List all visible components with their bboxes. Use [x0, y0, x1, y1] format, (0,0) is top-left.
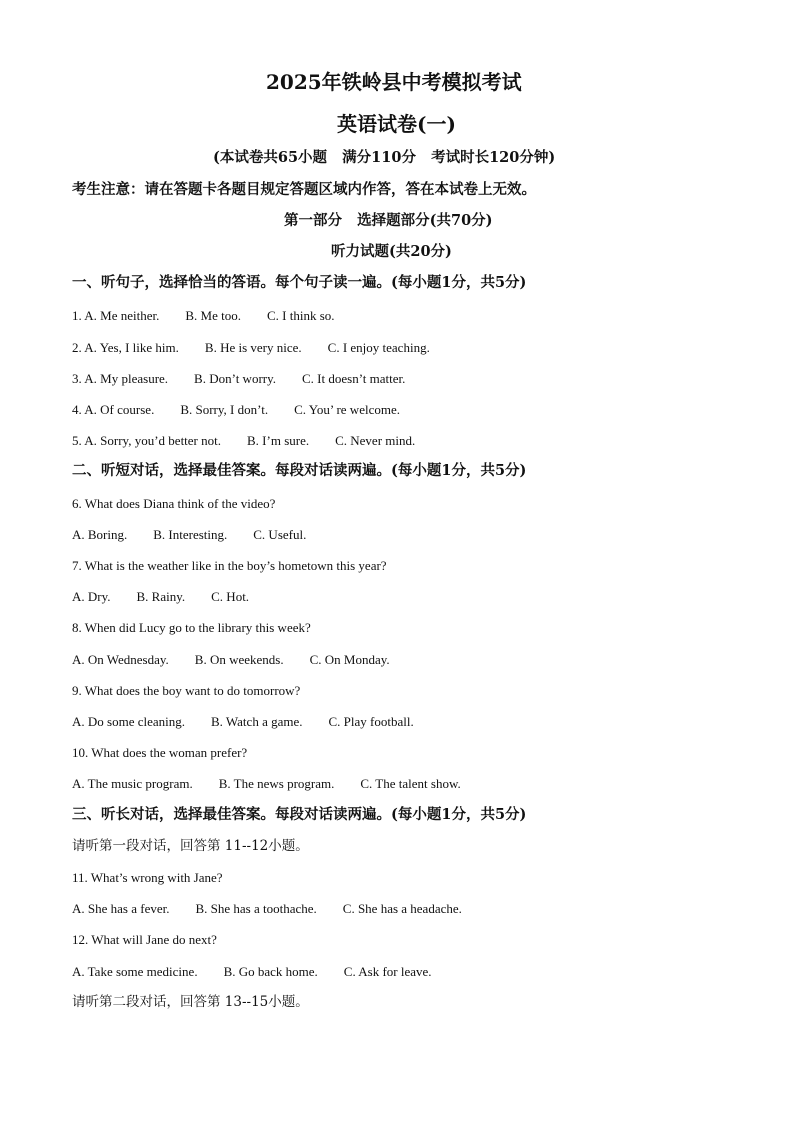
- exam-notice: 考生注意：请在答题卡各题目规定答题区域内作答，答在本试卷上无效。: [72, 181, 536, 198]
- question-1: 1. A. Me neither. B. Me too. C. I think so.: [72, 308, 335, 323]
- exam-title: 2025年铁岭县中考模拟考试: [266, 70, 522, 94]
- listening-heading: 听力试题(共20分): [331, 243, 452, 260]
- question-8: 8. When did Lucy go to the library this week?: [72, 620, 311, 635]
- section-3-heading: 三、听长对话，选择最佳答案。每段对话读两遍。(每小题1分，共5分): [72, 806, 527, 823]
- dialogue-1-instruction: 请听第一段对话，回答第 11--12小题。: [72, 838, 309, 854]
- question-8-options: A. On Wednesday. B. On weekends. C. On Monday.: [72, 652, 390, 667]
- question-4: 4. A. Of course. B. Sorry, I don’t. C. You’ re welcome.: [72, 402, 400, 417]
- question-6-options: A. Boring. B. Interesting. C. Useful.: [72, 527, 307, 542]
- question-3: 3. A. My pleasure. B. Don’t worry. C. It doesn’t matter.: [72, 371, 406, 386]
- question-9: 9. What does the boy want to do tomorrow?: [72, 683, 301, 698]
- question-12-options: A. Take some medicine. B. Go back home. C. Ask for leave.: [72, 964, 432, 979]
- question-5: 5. A. Sorry, you’d better not. B. I’m sure. C. Never mind.: [72, 433, 416, 448]
- question-9-options: A. Do some cleaning. B. Watch a game. C. Play football.: [72, 714, 414, 729]
- exam-subtitle: 英语试卷(一): [337, 112, 456, 136]
- section-2-heading: 二、听短对话，选择最佳答案。每段对话读两遍。(每小题1分，共5分): [72, 462, 527, 479]
- question-10: 10. What does the woman prefer?: [72, 745, 248, 760]
- section-1-heading: 一、听句子，选择恰当的答语。每个句子读一遍。(每小题1分，共5分): [72, 274, 527, 291]
- question-7: 7. What is the weather like in the boy’s hometown this year?: [72, 558, 387, 573]
- question-12: 12. What will Jane do next?: [72, 932, 217, 947]
- question-2: 2. A. Yes, I like him. B. He is very nice. C. I enjoy teaching.: [72, 340, 430, 355]
- part-heading: 第一部分 选择题部分(共70分): [284, 212, 493, 229]
- question-7-options: A. Dry. B. Rainy. C. Hot.: [72, 589, 250, 604]
- question-11-options: A. She has a fever. B. She has a toothache. C. She has a headache.: [72, 901, 462, 916]
- exam-info: (本试卷共65小题 满分110分 考试时长120分钟): [213, 149, 556, 166]
- question-11: 11. What’s wrong with Jane?: [72, 870, 223, 885]
- question-10-options: A. The music program. B. The news program. C. The talent show.: [72, 776, 461, 791]
- question-6: 6. What does Diana think of the video?: [72, 496, 276, 511]
- dialogue-2-instruction: 请听第二段对话，回答第 13--15小题。: [72, 994, 309, 1010]
